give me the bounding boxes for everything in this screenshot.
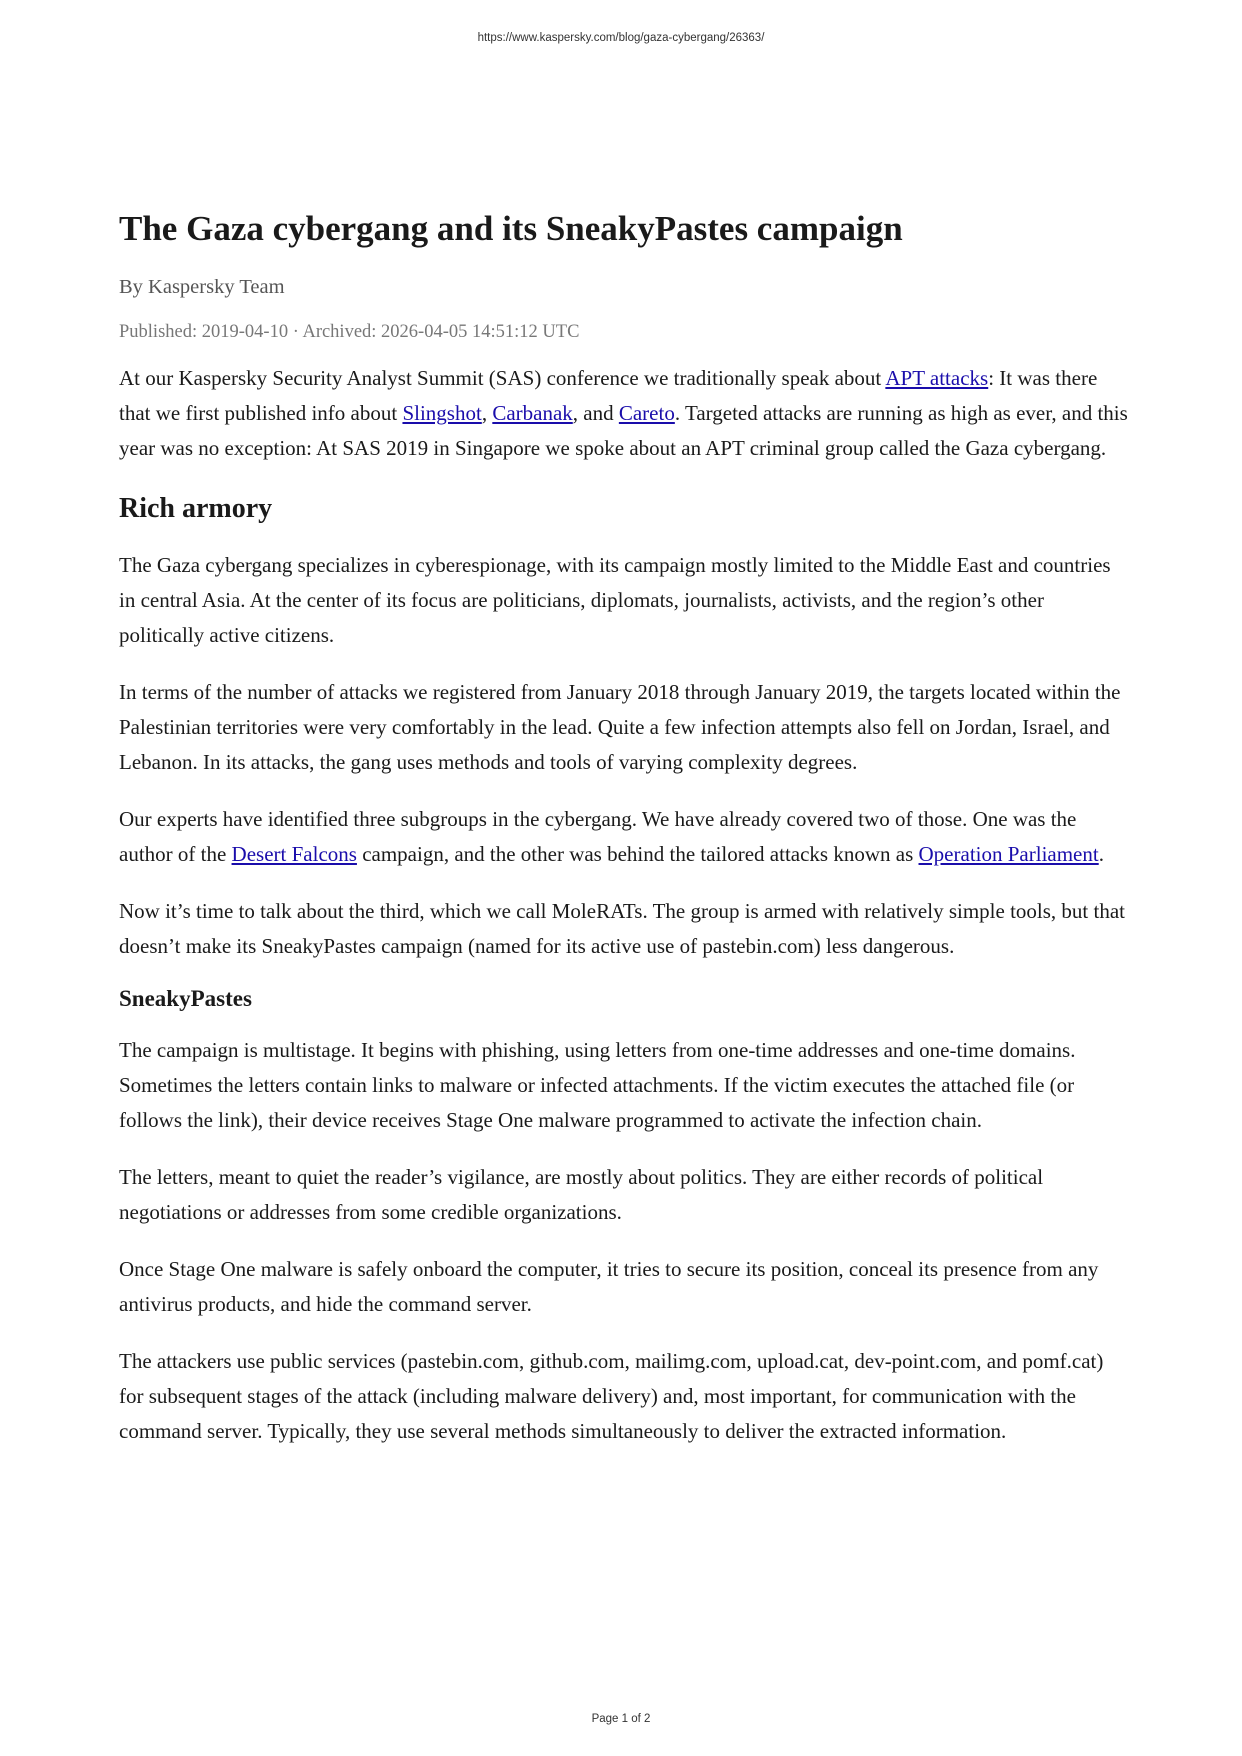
paragraph-subgroups [119, 802, 1129, 872]
desert-falcons-link[interactable]: Desert Falcons [231, 842, 357, 867]
subgroups-text-2: campaign, and the other was behind the tailored attacks known as [356, 842, 919, 867]
paragraph-multistage: The campaign is multistage. It begins with phishing, using letters from one-time addresses and one-time domains. Sometimes the letters contain links to malware or infected attachments. If the victim executes the attached file (or follows the link), their device receives Stage One malware programmed to activate the infection chain. [119, 1038, 1076, 1133]
intro-text-3: , [481, 401, 493, 425]
section-heading-sneakypastes: SneakyPastes [119, 986, 252, 1012]
paragraph-stage-one: Once Stage One malware is safely onboard the computer, it tries to secure its position, conceal its presence from any antivirus products, and hide the command server. [119, 1257, 1099, 1317]
page-number: Page 1 of 2 [591, 1713, 651, 1725]
apt-attacks-link[interactable]: APT attacks [885, 366, 989, 390]
article-meta: Published: 2019-04-10 · Archived: 2026-04-05 14:51:12 UTC [119, 322, 580, 342]
intro-text-4: , and [572, 401, 619, 425]
intro-paragraph [119, 361, 1129, 466]
article [119, 208, 1129, 1449]
paragraph-public-services: The attackers use public services (pastebin.com, github.com, mailimg.com, upload.cat, dev-point.com, and pomf.cat) for subsequent stages of the attack (including malware delivery) and, most important, for communication with the command server. Typically, they use several methods simultaneously to deliver the extracted information. [119, 1349, 1104, 1444]
article-byline: By Kaspersky Team [119, 276, 285, 298]
operation-parliament-link[interactable]: Operation Parliament [918, 842, 1099, 867]
subgroups-text-1: Our experts have identified three subgroups in the cybergang. We have already covered two of those. One was the author of the [119, 807, 1077, 867]
article-title: The Gaza cybergang and its SneakyPastes campaign [119, 209, 903, 248]
subgroups-text-3: . [1098, 842, 1104, 867]
section-heading-rich-armory: Rich armory [119, 493, 273, 524]
paragraph-letters: The letters, meant to quiet the reader’s vigilance, are mostly about politics. They are either records of political negotiations or addresses from some credible organizations. [119, 1165, 1044, 1225]
intro-text-2: : It was there that we first published info about [119, 366, 1098, 425]
carbanak-link[interactable]: Carbanak [492, 401, 573, 425]
paragraph-specialization: The Gaza cybergang specializes in cyberespionage, with its campaign mostly limited to the Middle East and countries in central Asia. At the center of its focus are politicians, diplomats, journalists, activists, and the region’s other politically active citizens. [119, 553, 1111, 648]
slingshot-link[interactable]: Slingshot [402, 401, 482, 425]
intro-text-5: . Targeted attacks are running as high as ever, and this year was no exception: At SAS 2019 in Singapore we spoke about an APT criminal group called the Gaza cybergang. [119, 401, 1128, 460]
intro-text-1: At our Kaspersky Security Analyst Summit (SAS) conference we traditionally speak about [119, 366, 886, 390]
page-url: https://www.kaspersky.com/blog/gaza-cybergang/26363/ [477, 32, 765, 44]
careto-link[interactable]: Careto [618, 401, 675, 425]
paragraph-targets: In terms of the number of attacks we registered from January 2018 through January 2019, the targets located within the Palestinian territories were very comfortably in the lead. Quite a few infection attempts also fell on Jordan, Israel, and Lebanon. In its attacks, the gang uses methods and tools of varying complexity degrees. [119, 680, 1121, 775]
paragraph-molerats: Now it’s time to talk about the third, which we call MoleRATs. The group is armed with relatively simple tools, but that doesn’t make its SneakyPastes campaign (named for its active use of pastebin.com) less dangerous. [119, 899, 1125, 959]
